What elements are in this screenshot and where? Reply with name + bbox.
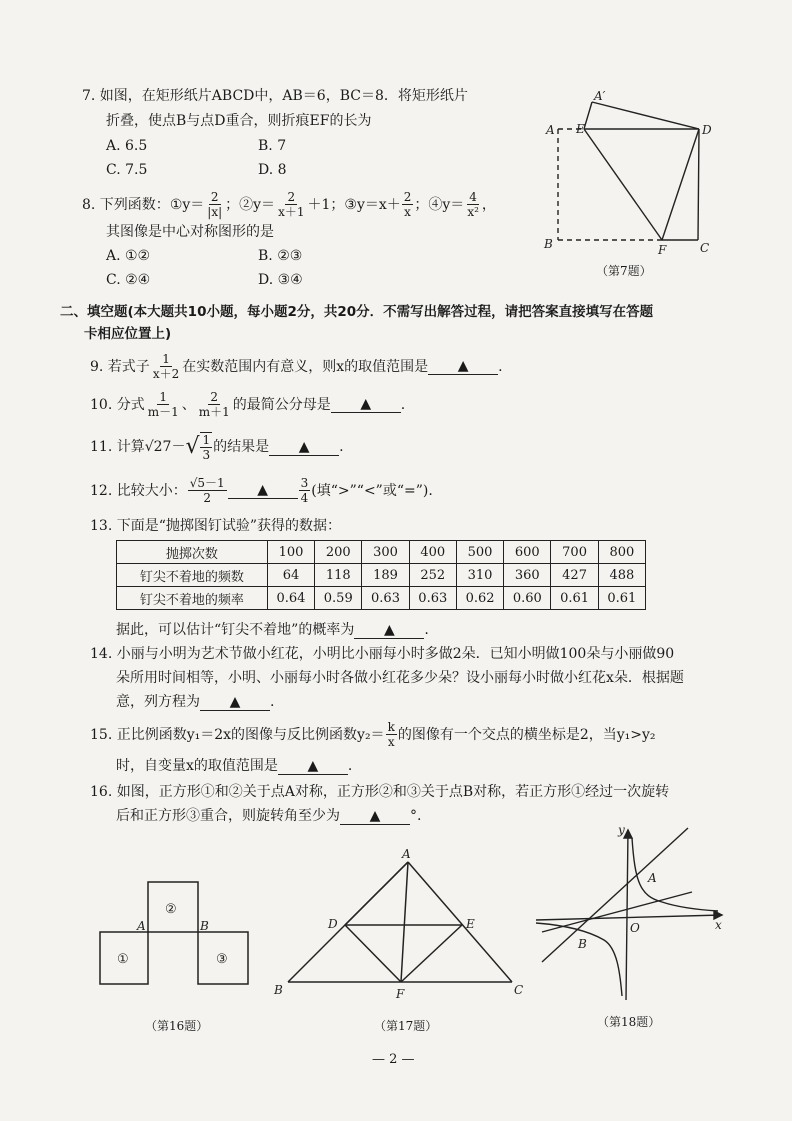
q8-f3-fraction bbox=[402, 190, 414, 219]
fig17-edge-da bbox=[345, 862, 408, 925]
q7-line1: 7. 如图，在矩形纸片ABCD中，AB＝6，BC＝8．将矩形纸片 bbox=[82, 88, 468, 104]
table-cell: 0.60 bbox=[504, 587, 551, 610]
fig18-x-axis bbox=[536, 915, 722, 920]
q13-after bbox=[116, 620, 429, 640]
q10 bbox=[90, 390, 405, 419]
q13-end: . bbox=[424, 622, 429, 638]
q15-num: k bbox=[387, 720, 395, 734]
table-row bbox=[117, 587, 646, 610]
fig17-label-a: A bbox=[402, 847, 411, 861]
fig18-label-x: x bbox=[715, 918, 722, 932]
q8-f4-den: x² bbox=[467, 205, 479, 219]
q8-f1-pre: ①y＝ bbox=[169, 196, 205, 213]
table-cell: 0.59 bbox=[315, 587, 362, 610]
q10-pre: 10. 分式 bbox=[90, 396, 145, 413]
q15-post: 的图像有一个交点的横坐标是2，当y₁>y₂ bbox=[397, 726, 656, 743]
q8-f4-num: 4 bbox=[469, 190, 477, 204]
q16-line2 bbox=[116, 806, 421, 826]
q8-f2-post: ＋1； bbox=[307, 196, 345, 213]
q10-fraction-1 bbox=[146, 390, 181, 419]
fig17-edge-df bbox=[345, 925, 401, 982]
q8-f1-fraction bbox=[205, 190, 224, 219]
table-cell: 0.62 bbox=[456, 587, 503, 610]
q13-answer-blank[interactable]: ▲ bbox=[354, 622, 424, 639]
q9-post: 在实数范围内有意义，则x的取值范围是 bbox=[182, 358, 429, 375]
q15-line1 bbox=[90, 720, 656, 749]
q10-num-2: 2 bbox=[210, 390, 219, 404]
q8-f2-pre: ；②y＝ bbox=[225, 196, 276, 213]
q8-line2: 其图像是中心对称图形的是 bbox=[106, 224, 274, 240]
q9-num: 1 bbox=[162, 352, 170, 366]
table-cell: 0.61 bbox=[598, 587, 645, 610]
table-cell: 400 bbox=[409, 541, 456, 564]
q7-edge-ea bbox=[584, 102, 592, 129]
q7-option-a: A. 6.5 bbox=[106, 138, 148, 154]
q14-line1: 14. 小丽与小明为艺术节做小红花，小明比小丽每小时多做2朵．已知小明做100朵与小丽做90 bbox=[90, 646, 675, 662]
q8-f4-pre: ；④y＝ bbox=[414, 196, 465, 213]
q8-f4-fraction bbox=[465, 190, 481, 219]
q7-line2: 折叠，使点B与点D重合，则折痕EF的长为 bbox=[106, 113, 372, 129]
fig16-label-3: ③ bbox=[216, 952, 228, 967]
q9-end: . bbox=[498, 358, 503, 375]
table-cell: 310 bbox=[456, 564, 503, 587]
q8-lead: 8. 下列函数： bbox=[82, 196, 170, 213]
fig18-label-y: y bbox=[618, 823, 625, 837]
q12-fraction-1 bbox=[188, 476, 227, 505]
q13-intro: 13. 下面是“抛掷图钉试验”获得的数据： bbox=[90, 518, 342, 534]
table-cell: 600 bbox=[504, 541, 551, 564]
q8-option-b: B. ②③ bbox=[258, 248, 303, 264]
fig18-caption: （第18题） bbox=[597, 1015, 661, 1029]
fig18-hyperbola-branch-2 bbox=[536, 923, 622, 996]
q10-post: 的最简公分母是 bbox=[232, 396, 331, 413]
fig18-label-o: O bbox=[630, 921, 640, 935]
q11-post: 的结果是 bbox=[213, 439, 270, 455]
q8-option-c: C. ②④ bbox=[106, 272, 151, 288]
q15-line2-text: 时，自变量x的取值范围是 bbox=[116, 758, 278, 774]
q9-answer-blank[interactable]: ▲ bbox=[428, 358, 498, 375]
q11-pre: 11. 计算√27－ bbox=[90, 439, 186, 455]
q7-option-c: C. 7.5 bbox=[106, 162, 148, 178]
q13-after-text: 据此，可以估计“钉尖不着地”的概率为 bbox=[116, 622, 355, 638]
q7-label-c: C bbox=[700, 241, 710, 255]
q15-answer-blank[interactable]: ▲ bbox=[278, 758, 348, 775]
q9-fraction bbox=[151, 352, 181, 381]
q10-answer-blank[interactable]: ▲ bbox=[331, 396, 401, 413]
q7-edge-cd bbox=[698, 129, 699, 240]
q8-line1 bbox=[82, 190, 496, 219]
q13-table bbox=[116, 540, 646, 610]
q7-label-b: B bbox=[544, 237, 553, 251]
q14-answer-blank[interactable]: ▲ bbox=[200, 694, 270, 711]
fig16-label-b: B bbox=[200, 919, 209, 933]
q12-den-1: 2 bbox=[203, 491, 211, 505]
page-number: — 2 — bbox=[372, 1052, 415, 1067]
q10-den-2: m＋1 bbox=[198, 405, 230, 419]
q7-caption: （第7题） bbox=[596, 264, 652, 278]
q15-pre: 15. 正比例函数y₁＝2x的图像与反比例函数y₂＝ bbox=[90, 726, 385, 743]
table-cell: 427 bbox=[551, 564, 598, 587]
table-row bbox=[117, 564, 646, 587]
q10-num-1: 1 bbox=[159, 390, 168, 404]
q12-fraction-2 bbox=[299, 476, 311, 505]
fig17-label-c: C bbox=[514, 983, 524, 997]
fig17-caption: （第17题） bbox=[374, 1019, 438, 1033]
fig18-y-arrow bbox=[624, 830, 632, 838]
fig16-label-1: ① bbox=[117, 952, 129, 967]
q7-label-a: A bbox=[546, 123, 555, 137]
q7-figure bbox=[536, 88, 726, 268]
q7-edge-ad bbox=[592, 102, 699, 129]
table-cell: 64 bbox=[267, 564, 314, 587]
table-row-header: 钉尖不着地的频率 bbox=[117, 587, 268, 610]
fig17-label-b: B bbox=[274, 983, 283, 997]
q11-num: 1 bbox=[202, 433, 211, 447]
q12-den-2: 4 bbox=[300, 491, 309, 505]
q8-f4-post: ， bbox=[481, 196, 496, 213]
fig18 bbox=[532, 822, 732, 1007]
table-cell: 800 bbox=[598, 541, 645, 564]
table-row-header: 钉尖不着地的频数 bbox=[117, 564, 268, 587]
q12-post: (填“>”“<”或“=”). bbox=[311, 482, 433, 499]
q15-end: . bbox=[347, 758, 353, 774]
q7-label-d: D bbox=[702, 123, 712, 137]
q9 bbox=[90, 352, 503, 381]
section2-title-cont: 卡相应位置上) bbox=[84, 326, 172, 342]
fig18-label-a: A bbox=[648, 871, 657, 885]
q12-num-1: √5－1 bbox=[189, 476, 225, 490]
fig17-label-f: F bbox=[396, 987, 405, 1001]
fig16-label-2: ② bbox=[165, 902, 177, 917]
q7-option-b: B. 7 bbox=[258, 138, 287, 154]
q11-den: 3 bbox=[202, 448, 211, 462]
q7-crease-ef bbox=[584, 129, 662, 240]
q16-answer-blank[interactable]: ▲ bbox=[340, 808, 410, 825]
fig16-caption: （第16题） bbox=[145, 1019, 209, 1033]
q7-label-f: F bbox=[658, 243, 667, 257]
q16-line2-text: 后和正方形③重合，则旋转角至少为 bbox=[116, 808, 340, 824]
q11-fraction bbox=[200, 432, 212, 462]
q13-table-body bbox=[117, 541, 646, 610]
q12-num-2: 3 bbox=[300, 476, 309, 490]
q14-line3-text: 意，列方程为 bbox=[116, 694, 200, 710]
q11-answer-blank[interactable]: ▲ bbox=[269, 439, 339, 456]
table-cell: 360 bbox=[504, 564, 551, 587]
q11-radical-icon: √ bbox=[185, 434, 200, 459]
q11 bbox=[90, 432, 344, 462]
q8-f3-num: 2 bbox=[403, 190, 412, 204]
fig17-label-d: D bbox=[328, 917, 338, 931]
fig16-label-a: A bbox=[137, 919, 146, 933]
q9-pre: 9. 若式子 bbox=[90, 358, 150, 375]
q8-f1-num: 2 bbox=[210, 190, 219, 204]
fig18-y-axis bbox=[626, 830, 628, 1000]
q16-end: °. bbox=[410, 808, 422, 824]
q10-end: . bbox=[400, 396, 406, 413]
table-cell: 189 bbox=[362, 564, 409, 587]
q14-end: . bbox=[270, 694, 275, 710]
table-cell: 118 bbox=[315, 564, 362, 587]
fig18-line bbox=[542, 828, 688, 962]
fig16 bbox=[92, 872, 262, 997]
fig18-label-b: B bbox=[578, 937, 587, 951]
fig17-edge-af bbox=[401, 862, 408, 982]
section2-title: 二、填空题(本大题共10小题，每小题2分，共20分．不需写出解答过程，请把答案直接填写在答题 bbox=[60, 304, 654, 320]
table-cell: 200 bbox=[315, 541, 362, 564]
fig17-label-e: E bbox=[466, 917, 475, 931]
q12-pre: 12. 比较大小： bbox=[90, 482, 187, 499]
fig18-hyperbola-branch-1 bbox=[632, 838, 718, 911]
table-row bbox=[117, 541, 646, 564]
q8-option-a: A. ①② bbox=[106, 248, 151, 264]
q11-end: . bbox=[339, 439, 344, 455]
q8-f3-den: x bbox=[404, 205, 411, 219]
table-cell: 300 bbox=[362, 541, 409, 564]
q15-den: x bbox=[387, 735, 395, 749]
q8-f2-num: 2 bbox=[287, 190, 296, 204]
fig17-edge-ef bbox=[401, 925, 462, 982]
q10-fraction-2 bbox=[197, 390, 232, 419]
q7-edge-fd bbox=[662, 129, 699, 240]
table-cell: 0.63 bbox=[409, 587, 456, 610]
q14-line2: 朵所用时间相等，小明、小丽每小时各做小红花多少朵？设小丽每小时做小红花x朵．根据题 bbox=[116, 670, 684, 686]
q12-answer-blank[interactable]: ▲ bbox=[228, 482, 298, 499]
q16-line1: 16. 如图，正方形①和②关于点A对称，正方形②和③关于点B对称，若正方形①经过一次旋转 bbox=[90, 784, 670, 800]
q7-label-aprime: A′ bbox=[594, 89, 606, 103]
fig17-edge-ac bbox=[408, 862, 512, 982]
q7-label-e: E bbox=[576, 122, 585, 136]
q12 bbox=[90, 476, 433, 505]
q8-f1-den: |x| bbox=[207, 205, 223, 219]
table-cell: 0.63 bbox=[362, 587, 409, 610]
q7-option-d: D. 8 bbox=[258, 162, 287, 178]
q15-line2 bbox=[116, 756, 352, 776]
q8-f2-den: x＋1 bbox=[278, 205, 305, 219]
q8-f3-pre: ③y＝x＋ bbox=[344, 196, 401, 213]
q15-fraction bbox=[386, 720, 397, 749]
q8-f2-fraction bbox=[276, 190, 306, 219]
table-cell: 500 bbox=[456, 541, 503, 564]
table-cell: 0.61 bbox=[551, 587, 598, 610]
table-cell: 0.64 bbox=[267, 587, 314, 610]
q10-den-1: m－1 bbox=[147, 405, 179, 419]
q8-option-d: D. ③④ bbox=[258, 272, 303, 288]
table-cell: 488 bbox=[598, 564, 645, 587]
table-cell: 700 bbox=[551, 541, 598, 564]
q9-den: x＋2 bbox=[152, 367, 180, 381]
q14-line3 bbox=[116, 692, 274, 712]
q10-sep: 、 bbox=[181, 396, 196, 413]
fig17 bbox=[268, 846, 532, 1002]
table-cell: 252 bbox=[409, 564, 456, 587]
table-cell: 100 bbox=[267, 541, 314, 564]
table-row-header: 抛掷次数 bbox=[117, 541, 268, 564]
